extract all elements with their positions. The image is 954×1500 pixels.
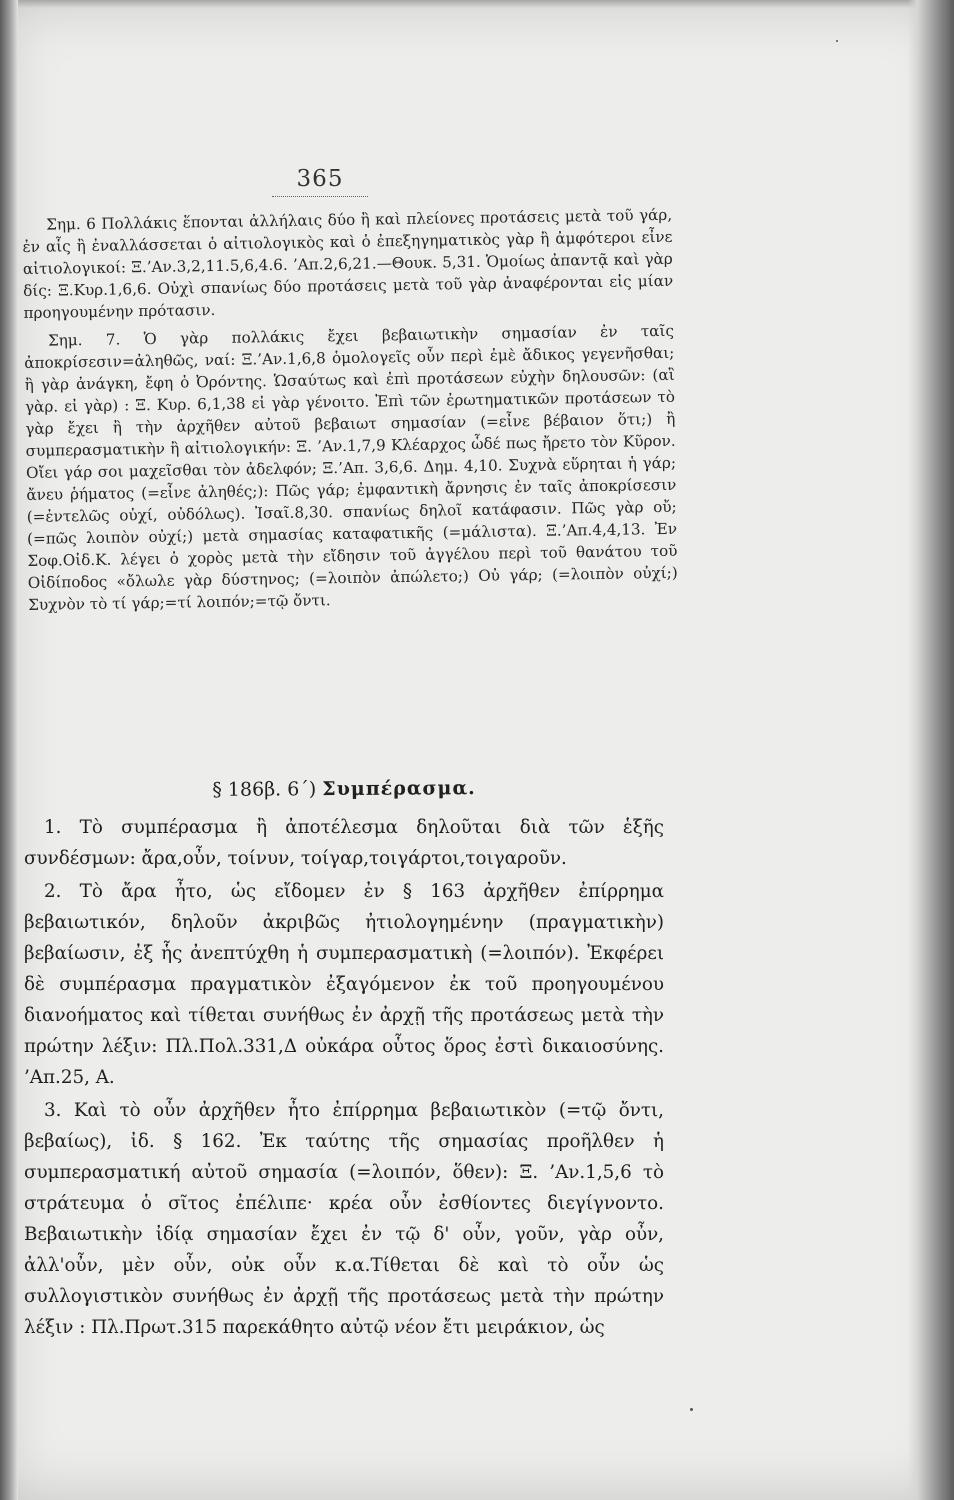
section-title: Συμπέρασμα.	[322, 777, 476, 801]
note-7: Σημ. 7. Ὁ γὰρ πολλάκις ἔχει βεβαιωτικὴν σημασίαν ἐν ταῖς ἀποκρίσεσιν=ἀληθῶς, ναί: Ξ.’Αν.1,6,8 ὁμολογεῖς οὖν περὶ ἐμὲ ἄδικος γεγενῆσθαι; ἢ γὰρ ἀνάγκη, ἔφη ὁ Ὀρόντης. Ὡσαύτως καὶ ἐπὶ προτάσεων εὐχὴν δηλουσῶν: (αἲ γὰρ. εἰ γὰρ) : Ξ. Κυρ. 6,1,38 εἰ γὰρ γένοιτο. Ἐπὶ τῶν ἐρωτηματικῶν προτάσεων τὸ γὰρ ἔχει ἢ τὴν ἀρχῆθεν αὐτοῦ βεβαιωτ σημασίαν (=εἶνε βέβαιον ὅτι;) ἢ συμπερασματικὴν ἢ αἰτιολογικήν: Ξ. ’Αν.1,7,9 Κλέαρχος ὧδέ πως ἤρετο τὸν Κῦρον. Οἴει γάρ σοι μαχεῖσθαι τὸν ἀδελφόν; Ξ.’Απ. 3,6,6. Δημ. 4,10. Συχνὰ εὕρηται ἡ γάρ; ἄνευ ῥήματος (=εἶνε ἀληθές;): Πῶς γάρ; ἐμφαντικὴ ἄρνησις ἐν ταῖς ἀποκρίσεσιν (=ἐντελῶς οὐχί, οὐδόλως). Ἰσαῖ.8,30. σπανίως δηλοῖ κατάφασιν. Πῶς γὰρ οὔ; (=πῶς λοιπὸν οὐχί;) μετὰ σημασίας καταφατικῆς (=μάλιστα). Ξ.’Απ.4,4,13. Ἐν Σοφ.Οἰδ.Κ. λέγει ὁ χορὸς μετὰ τὴν εἴδησιν τοῦ ἀγγέλου περὶ τοῦ θανάτου τοῦ Οἰδίποδος «ὄλωλε γὰρ δύστηνος; (=λοιπὸν ἀπώλετο;) Οὐ γάρ; (=λοιπὸν οὐχί;) Συχνὸν τὸ τί γάρ;=τί λοιπόν;=τῷ ὄντι.	[24, 321, 678, 614]
section-number: § 186β. 6΄)	[212, 778, 317, 801]
ink-speck	[836, 40, 838, 42]
page-right-edge-shadow	[908, 0, 954, 1500]
note-6: Σημ. 6 Πολλάκις ἕπονται ἀλλήλαις δύο ἢ καὶ πλείονες προτάσεις μετὰ τοῦ γάρ, ἐν αἷς ἢ ἐναλλάσσεται ὁ αἰτιολογικὸς καὶ ὁ ἐπεξηγηματικὸς γὰρ ἢ ἀμφότεροι εἶνε αἰτιολογικοί: Ξ.’Αν.3,2,11.5,6,4.6. ’Απ.2,6,21.—Θουκ. 5,31. Ὁμοίως ἀπαντᾷ καὶ γὰρ δίς: Ξ.Κυρ.1,6,6. Οὐχὶ σπανίως δύο προτάσεις μετὰ τοῦ γὰρ ἀναφέρονται εἰς μίαν προηγουμένην πρότασιν.	[22, 205, 674, 322]
paragraph-1: 1. Τὸ συμπέρασμα ἢ ἀποτέλεσμα δηλοῦται διὰ τῶν ἑξῆς συνδέσμων: ἄρα,οὖν, τοίνυν, τοίγαρ,τοιγάρτοι,τοιγαροῦν.	[24, 817, 664, 869]
page-top-edge-shadow	[0, 0, 954, 8]
page-number-underline	[272, 196, 368, 197]
notes-block	[22, 204, 678, 616]
paragraph-2: 2. Τὸ ἄρα ἦτο, ὡς εἴδομεν ἐν § 163 ἀρχῆθεν ἐπίρρημα βεβαιωτικόν, δηλοῦν ἀκριβῶς ἠτιολογημένην (πραγματικὴν) βεβαίωσιν, ἐξ ἧς ἀνεπτύχθη ἡ συμπερασματικὴ (=λοιπόν). Ἐκφέρει δὲ συμπέρασμα πραγματικὸν ἐξαγόμενον ἐκ τοῦ προηγουμένου διανοήματος καὶ τίθεται συνήθως ἐν ἀρχῇ τῆς προτάσεως μετὰ τὴν πρώτην λέξιν: Πλ.Πολ.331,Δ οὐκάρα οὗτος ὅρος ἐστὶ δικαιοσύνης. ’Απ.25, Α.	[24, 881, 664, 1088]
ink-speck	[690, 1408, 693, 1411]
page-left-edge-shadow	[0, 0, 18, 1500]
section-heading	[24, 776, 664, 802]
page-number: 365	[296, 166, 344, 192]
main-text-block	[24, 760, 664, 1343]
paragraph-3: 3. Καὶ τὸ οὖν ἀρχῆθεν ἦτο ἐπίρρημα βεβαιωτικὸν (=τῷ ὄντι, βεβαίως), ἰδ. § 162. Ἐκ ταύτης τῆς σημασίας προῆλθεν ἡ συμπερασματική αὐτοῦ σημασία (=λοιπόν, ὅθεν): Ξ. ’Αν.1,5,6 τὸ στράτευμα ὁ σῖτος ἐπέλιπε· κρέα οὖν ἐσθίοντες διεγίγνοντο. Βεβαιωτικὴν ἰδίᾳ σημασίαν ἔχει ἐν τῷ δ' οὖν, γοῦν, γὰρ οὖν, ἀλλ'οὖν, μὲν οὖν, οὐκ οὖν κ.α.Τίθεται δὲ καὶ τὸ οὖν ὡς συλλογιστικὸν συνήθως ἐν ἀρχῇ τῆς προτάσεως μετὰ τὴν πρώτην λέξιν : Πλ.Πρωτ.315 παρεκάθητο αὐτῷ νέον ἔτι μειράκιον, ὡς	[24, 1100, 664, 1338]
